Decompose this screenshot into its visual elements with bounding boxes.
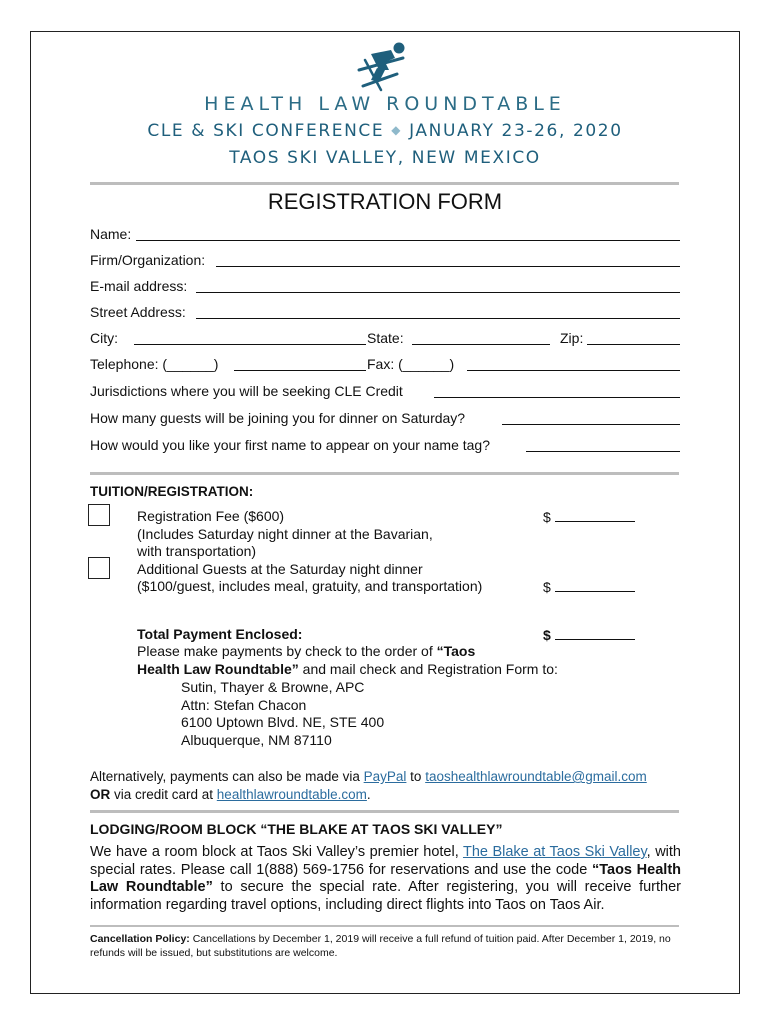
- email-field[interactable]: [90, 278, 680, 296]
- telephone-label: Telephone: (______): [90, 356, 219, 372]
- lodging-heading: LODGING/ROOM BLOCK “THE BLAKE AT TAOS SKI VALLEY”: [90, 821, 503, 837]
- nametag-field[interactable]: [90, 437, 680, 455]
- city-state-zip-field[interactable]: [90, 330, 680, 348]
- separator-icon: ◆: [391, 123, 403, 137]
- cancellation-text: Cancellations by December 1, 2019 will receive a full refund of tuition paid. After December 1, 2019, no refunds will be issued, but substitutions are welcome.: [90, 933, 671, 959]
- dollar-sign: $: [543, 579, 551, 595]
- org-name: HEALTH LAW ROUNDTABLE: [204, 93, 566, 115]
- nametag-label: How would you like your first name to appear on your name tag?: [90, 437, 490, 453]
- divider: [90, 182, 679, 185]
- address-line: Albuquerque, NM 87110: [181, 731, 332, 748]
- fee-line: Additional Guests at the Saturday night dinner: [137, 560, 423, 577]
- skier-icon: [355, 40, 415, 92]
- alt-text: Alternatively, payments can also be made via: [90, 769, 364, 784]
- jurisdictions-label: Jurisdictions where you will be seeking CLE Credit: [90, 383, 403, 399]
- conference-location: TAOS SKI VALLEY, NEW MEXICO: [229, 148, 541, 168]
- divider: [90, 472, 679, 475]
- city-label: City:: [90, 330, 118, 346]
- street-field[interactable]: [90, 304, 680, 322]
- fee-line: Registration Fee ($600): [137, 508, 285, 524]
- paypal-link[interactable]: PayPal: [363, 769, 407, 784]
- lodging-paragraph: [90, 844, 681, 914]
- additional-guests-amount[interactable]: [543, 578, 635, 595]
- lodging-text: to secure the special rate. After registering, you will receive further information regarding travel options, including direct flights into Taos on Taos Air.: [90, 879, 681, 913]
- tuition-heading: TUITION/REGISTRATION:: [90, 484, 254, 499]
- lodging-text: We have a room block at Taos Ski Valley’s premier hotel,: [90, 844, 463, 860]
- fee-line: (Includes Saturday night dinner at the Bavarian,: [137, 525, 433, 542]
- firm-label: Firm/Organization:: [90, 252, 206, 268]
- cancellation-policy: [90, 932, 680, 960]
- registration-fee-checkbox[interactable]: [88, 504, 110, 526]
- fee-line: ($100/guest, includes meal, gratuity, and transportation): [137, 578, 483, 594]
- firm-field[interactable]: [90, 252, 680, 270]
- payee-name: Health Law Roundtable”: [137, 660, 299, 677]
- payee-name: “Taos: [436, 643, 476, 659]
- email-label: E-mail address:: [90, 278, 188, 294]
- fax-label: Fax: (______): [367, 356, 455, 372]
- total-payment-label: Total Payment Enclosed:: [137, 626, 303, 642]
- email-link[interactable]: taoshealthlawroundtable@gmail.com: [425, 769, 647, 784]
- name-label: Name:: [90, 226, 132, 242]
- fee-line: with transportation): [137, 543, 257, 559]
- zip-label: Zip:: [560, 330, 584, 346]
- conference-title: CLE & SKI CONFERENCE: [147, 121, 385, 141]
- hotel-link[interactable]: The Blake at Taos Ski Valley: [462, 844, 647, 860]
- payment-instructions: [137, 643, 558, 678]
- mailing-address: [181, 679, 384, 749]
- website-link[interactable]: healthlawroundtable.com: [216, 786, 367, 802]
- alternative-payment: [90, 768, 647, 803]
- guests-field[interactable]: [90, 410, 680, 428]
- jurisdictions-field[interactable]: [90, 383, 680, 401]
- address-line: 6100 Uptown Blvd. NE, STE 400: [181, 714, 385, 730]
- conference-line: [0, 121, 770, 141]
- total-payment-amount[interactable]: [543, 626, 635, 643]
- payment-text: Please make payments by check to the order of: [137, 643, 437, 659]
- phone-fax-field[interactable]: [90, 356, 680, 374]
- payment-text: and mail check and Registration Form to:: [298, 660, 558, 677]
- dollar-sign: $: [543, 627, 551, 643]
- cancellation-label: Cancellation Policy:: [90, 933, 190, 945]
- lodging-text: , with special rates. Please call 1(888) 569-1756 for reservations and use the code: [90, 844, 681, 878]
- conference-dates: JANUARY 23-26, 2020: [409, 121, 623, 141]
- divider: [90, 925, 679, 927]
- divider: [90, 810, 679, 813]
- address-line: Attn: Stefan Chacon: [181, 696, 307, 713]
- name-field[interactable]: [90, 226, 680, 244]
- state-label: State:: [367, 330, 404, 346]
- alt-text: via credit card at: [110, 786, 217, 802]
- alt-text: to: [406, 769, 426, 784]
- additional-guests-checkbox[interactable]: [88, 557, 110, 579]
- fee-description: [137, 508, 482, 596]
- registration-fee-amount[interactable]: [543, 508, 635, 525]
- booking-code: “Taos Health Law Roundtable”: [90, 861, 681, 895]
- dollar-sign: $: [543, 509, 551, 525]
- alt-text: .: [366, 786, 371, 802]
- guests-label: How many guests will be joining you for dinner on Saturday?: [90, 410, 466, 426]
- address-line: Sutin, Thayer & Browne, APC: [181, 679, 365, 695]
- street-label: Street Address:: [90, 304, 186, 320]
- form-title: REGISTRATION FORM: [267, 189, 503, 214]
- or-label: OR: [90, 786, 111, 802]
